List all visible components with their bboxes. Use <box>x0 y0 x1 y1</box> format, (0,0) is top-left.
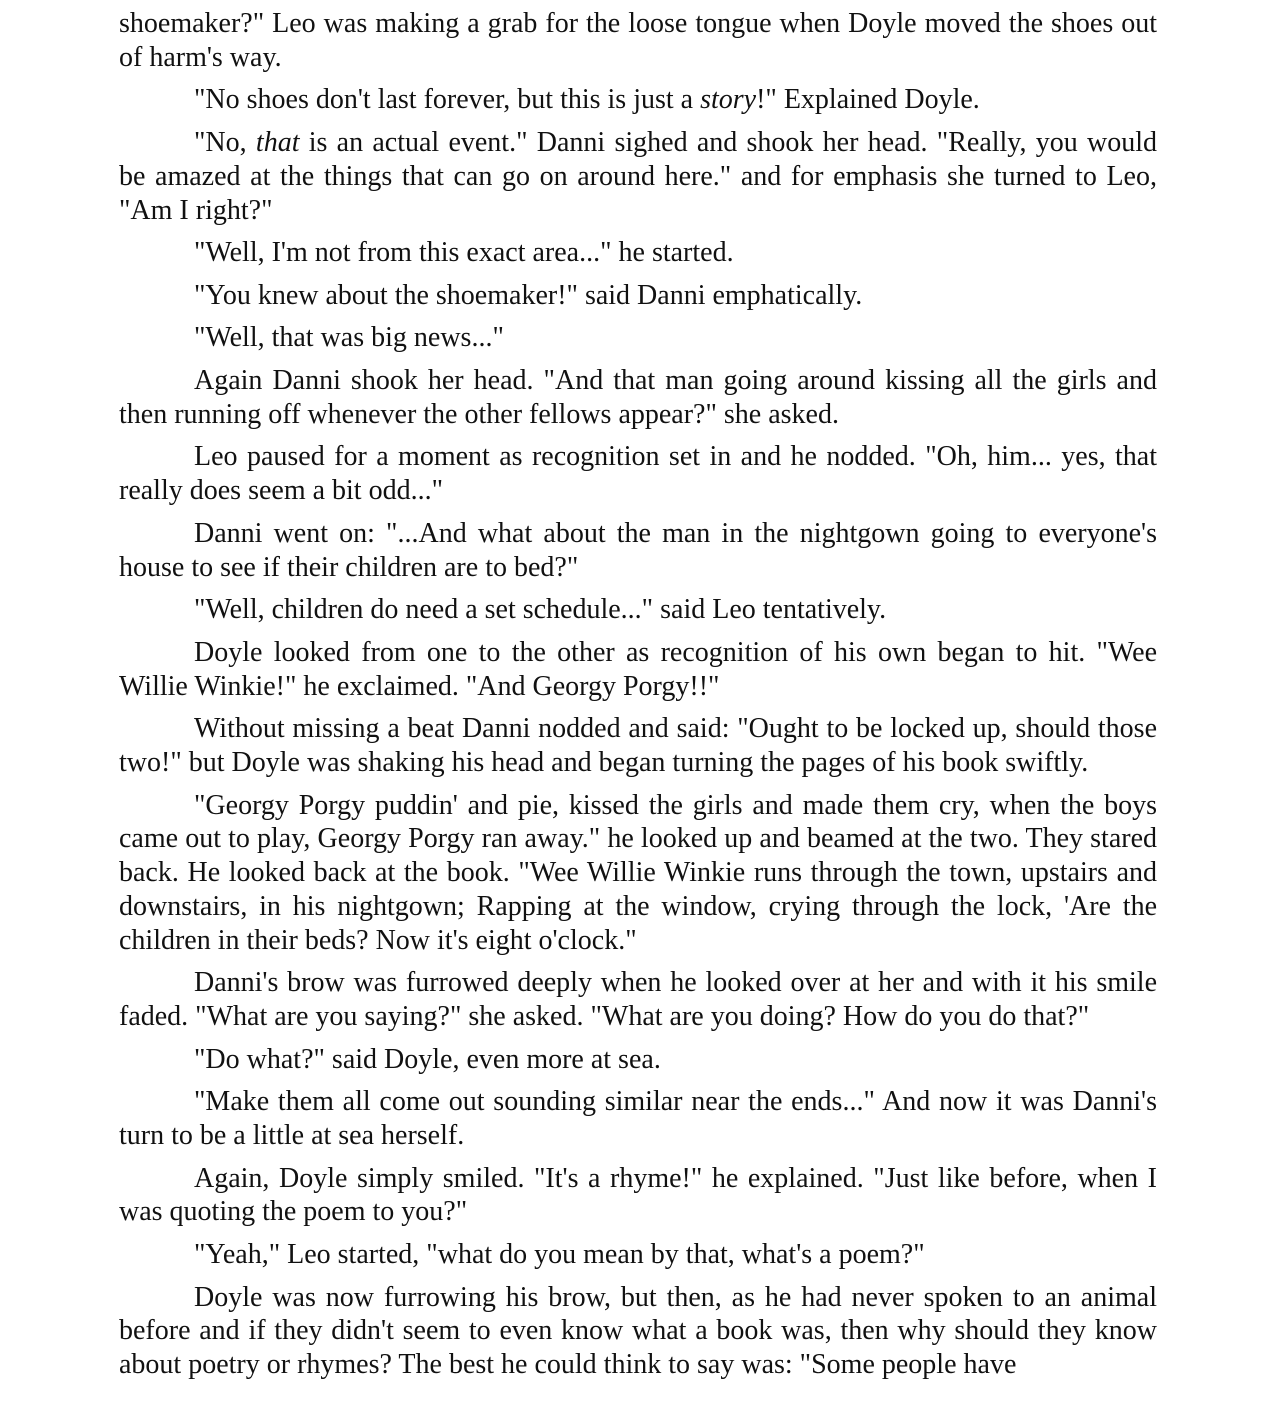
paragraph <box>119 1162 1157 1230</box>
paragraph-text: Danni's brow was furrowed deeply when he looked over at her and with it his smile faded. "What are you saying?" she asked. "What are you doing? How do you do that?" <box>119 967 1157 1033</box>
paragraph-text: Again, Doyle simply smiled. "It's a rhyme!" he explained. "Just like before, when I was quoting the poem to you?" <box>119 1162 1157 1228</box>
paragraph-text: Leo paused for a moment as recognition set in and he nodded. "Oh, him... yes, that really does seem a bit odd..." <box>119 441 1157 507</box>
paragraph <box>119 1238 1157 1272</box>
paragraph-text: Again Danni shook her head. "And that man going around kissing all the girls and then running off whenever the other fellows appear?" she asked. <box>119 364 1157 430</box>
paragraph-text: "You knew about the shoemaker!" said Danni emphatically. <box>194 279 863 311</box>
paragraph <box>119 593 1157 627</box>
paragraph-text: Danni went on: "...And what about the man in the nightgown going to everyone's house to see if their children are to bed?" <box>119 517 1157 583</box>
paragraph <box>119 364 1157 432</box>
paragraph <box>119 712 1157 780</box>
italic-text: that <box>255 126 300 158</box>
paragraph-text: "Georgy Porgy puddin' and pie, kissed the girls and made them cry, when the boys came out to play, Georgy Porgy ran away." he looked up and beamed at the two. They stared back. He looked back at the book. "Wee Willie Winkie runs through the town, upstairs and downstairs, in his nightgown; Rapping at the window, crying through the lock, 'Are the children in their beds? Now it's eight o'clock." <box>119 789 1157 956</box>
paragraph-text: "No, <box>194 126 256 158</box>
paragraph <box>119 517 1157 585</box>
paragraph-text: "Well, I'm not from this exact area..." he started. <box>194 237 734 269</box>
paragraph-text: Doyle looked from one to the other as recognition of his own began to hit. "Wee Willie Winkie!" he exclaimed. "And Georgy Porgy!!" <box>119 636 1157 702</box>
paragraph-text: Without missing a beat Danni nodded and said: "Ought to be locked up, should those two!" but Doyle was shaking his head and began turning the pages of his book swiftly. <box>119 713 1157 778</box>
paragraph-text: "Make them all come out sounding similar near the ends..." And now it was Danni's turn to be a little at sea herself. <box>119 1086 1157 1152</box>
paragraph <box>119 636 1157 704</box>
paragraph <box>119 236 1157 270</box>
paragraph <box>119 126 1157 227</box>
paragraph <box>119 83 1157 117</box>
paragraph <box>119 440 1157 508</box>
paragraph-text: Doyle was now furrowing his brow, but then, as he had never spoken to an animal before and if they didn't seem to even know what a book was, then why should they know about poetry or rhymes? The best he could think to say was: "Some people have <box>119 1281 1157 1381</box>
paragraph <box>119 789 1157 958</box>
paragraph-text: "Well, children do need a set schedule..." said Leo tentatively. <box>194 594 887 626</box>
italic-text: story <box>700 84 757 116</box>
paragraph <box>119 7 1157 75</box>
paragraph-text: "No shoes don't last forever, but this is just a <box>194 84 701 116</box>
paragraph-text: "Yeah," Leo started, "what do you mean by that, what's a poem?" <box>194 1239 925 1271</box>
paragraph <box>119 1085 1157 1153</box>
paragraph <box>119 321 1157 355</box>
paragraph-text: is an actual event." Danni sighed and shook her head. "Really, you would be amazed at the things that can go on around here." and for emphasis she turned to Leo, "Am I right?" <box>119 126 1157 226</box>
paragraph-text: "Do what?" said Doyle, even more at sea. <box>194 1043 661 1075</box>
paragraph-text: shoemaker?" Leo was making a grab for the loose tongue when Doyle moved the shoes out of harm's way. <box>119 8 1157 73</box>
paragraph-text: "Well, that was big news..." <box>194 322 504 354</box>
paragraph <box>119 966 1157 1034</box>
paragraph <box>119 279 1157 313</box>
paragraph <box>119 1281 1157 1382</box>
paragraph-text: !" Explained Doyle. <box>756 84 980 116</box>
book-page <box>119 7 1157 1382</box>
paragraph <box>119 1043 1157 1077</box>
